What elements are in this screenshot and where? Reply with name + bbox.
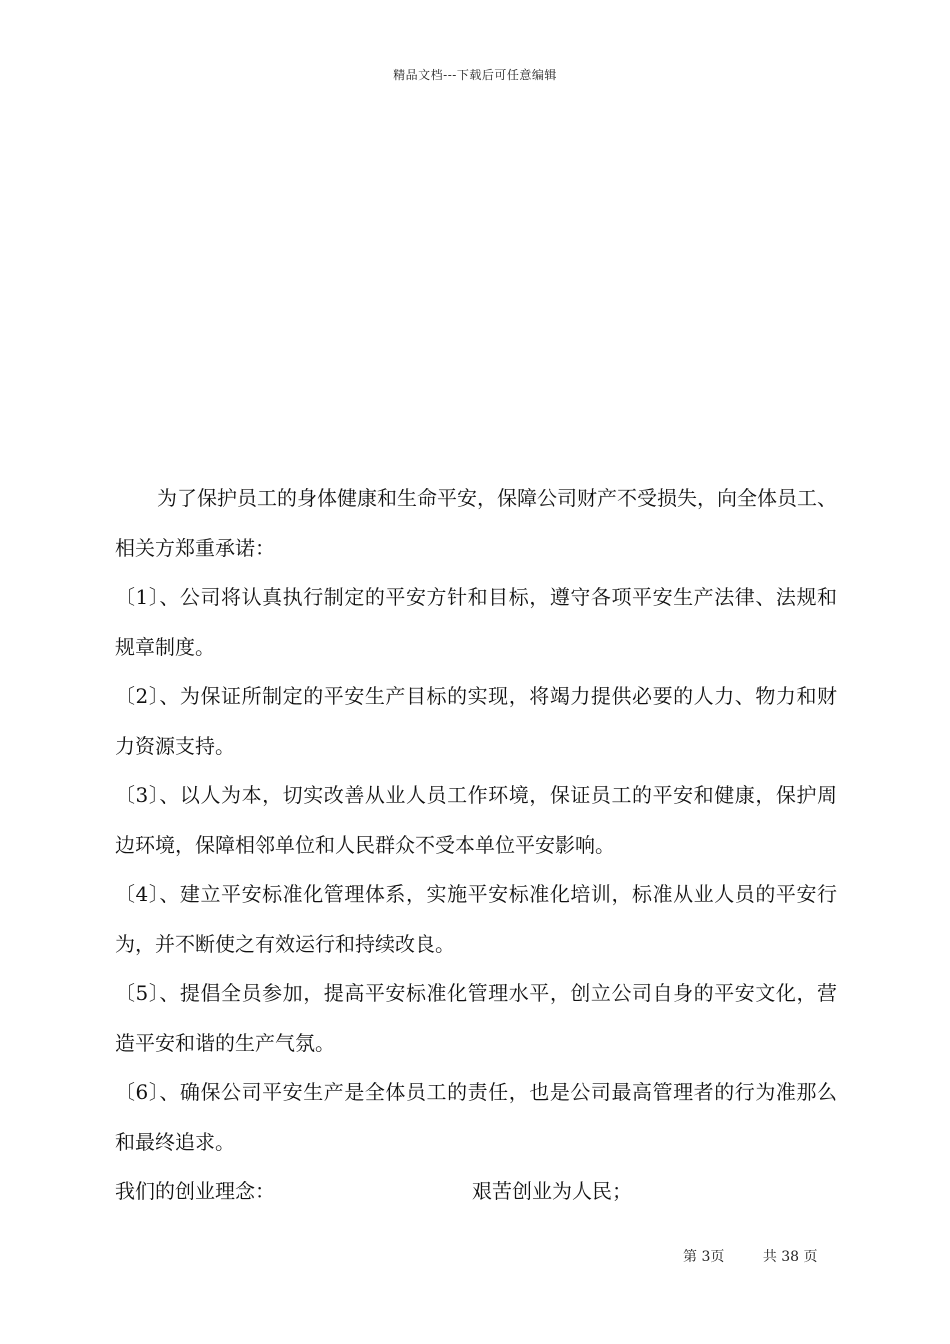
page-footer <box>683 1246 818 1266</box>
commitment-item-2: 〔2〕、为保证所制定的平安生产目标的实现，将竭力提供必要的人力、物力和财力资源支持。 <box>115 684 837 758</box>
total-pages: 共 38 页 <box>762 1249 818 1265</box>
page-header: 精品文档---下载后可任意编辑 <box>393 68 557 82</box>
founding-philosophy <box>115 1176 837 1206</box>
commitment-item-4: 〔4〕、建立平安标准化管理体系，实施平安标准化培训，标准从业人员的平安行为，并不断使之有效运行和持续改良。 <box>115 882 837 956</box>
page-number: 第 3页 <box>683 1249 725 1265</box>
intro-paragraph: 为了保护员工的身体健康和生命平安，保障公司财产不受损失，向全体员工、相关方郑重承诺： <box>115 486 837 560</box>
commitment-item-3: 〔3〕、以人为本，切实改善从业人员工作环境，保证员工的平安和健康，保护周边环境，保障相邻单位和人民群众不受本单位平安影响。 <box>115 783 837 857</box>
commitment-item-1: 〔1〕、公司将认真执行制定的平安方针和目标，遵守各项平安生产法律、法规和规章制度。 <box>115 585 837 659</box>
commitment-item-6: 〔6〕、确保公司平安生产是全体员工的责任，也是公司最高管理者的行为准那么和最终追求。 <box>115 1080 837 1154</box>
philosophy-value: 艰苦创业为人民； <box>472 1179 632 1203</box>
philosophy-label: 我们的创业理念： <box>115 1179 275 1203</box>
commitment-item-5: 〔5〕、提倡全员参加，提高平安标准化管理水平，创立公司自身的平安文化，营造平安和谐的生产气氛。 <box>115 981 837 1055</box>
document-body <box>115 474 837 1167</box>
